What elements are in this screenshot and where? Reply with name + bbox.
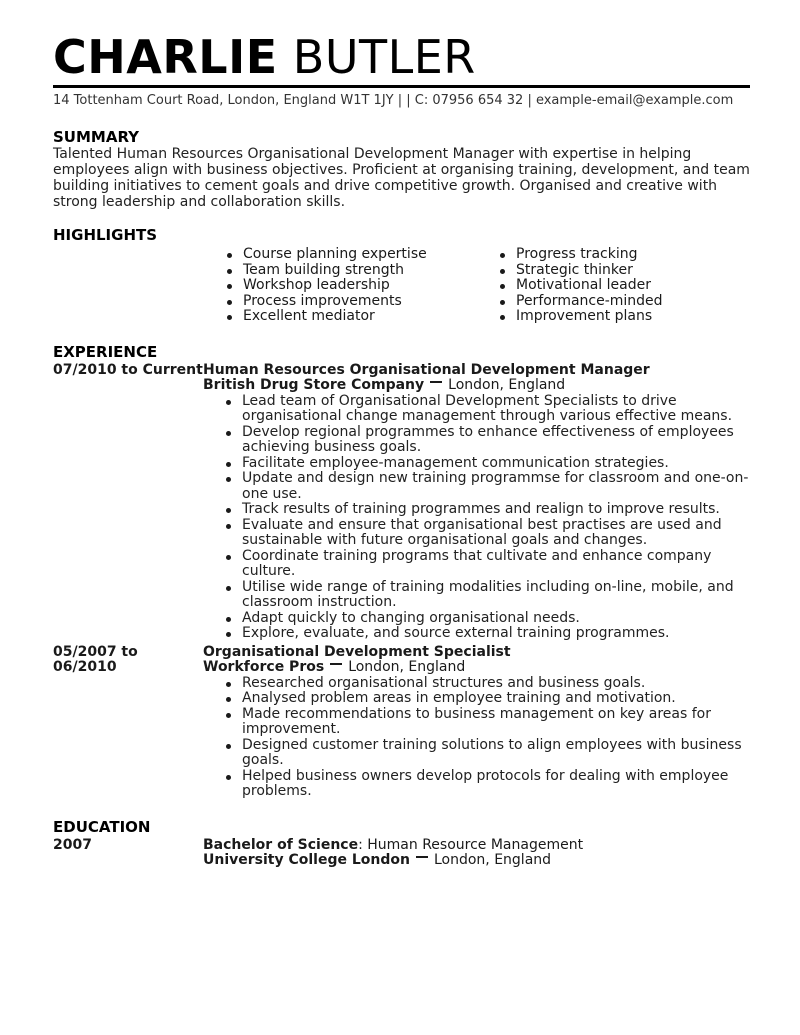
degree-field: : Human Resource Management — [358, 836, 584, 853]
job-entry — [53, 363, 750, 642]
duty-item: Analysed problem areas in employee training and motivation. — [222, 691, 750, 707]
company-name: British Drug Store Company — [203, 377, 425, 393]
contact-info: 14 Tottenham Court Road, London, England W1T 1JY | | C: 07956 654 32 | example-email@example.com — [53, 93, 734, 108]
job-location: London, England — [448, 377, 566, 393]
duty-item: Designed customer training solutions to align employees with business goals. — [222, 738, 750, 769]
education-details — [203, 838, 750, 869]
separator-dash — [416, 856, 428, 858]
job-entry — [53, 645, 750, 800]
job-duties — [203, 394, 750, 642]
highlight-item: Strategic thinker — [496, 263, 663, 279]
job-dates: 07/2010 to Current — [53, 361, 203, 378]
highlight-item: Motivational leader — [496, 278, 663, 294]
duty-item: Update and design new training programmse for classroom and one-on-one use. — [222, 471, 750, 502]
job-dates: 05/2007 to 06/2010 — [53, 643, 138, 675]
education-year: 2007 — [53, 836, 92, 853]
job-details — [203, 363, 750, 642]
duty-item: Facilitate employee-management communication strategies. — [222, 456, 750, 472]
job-employer — [203, 660, 750, 676]
education-school-line — [203, 853, 750, 869]
first-name: CHARLIE — [53, 30, 278, 84]
candidate-name — [53, 32, 750, 82]
duty-item: Evaluate and ensure that organisational best practises are used and sustainable with future organisational goals and changes. — [222, 518, 750, 549]
highlights-heading: HIGHLIGHTS — [53, 226, 158, 244]
highlights-columns — [53, 247, 750, 325]
summary-text: Talented Human Resources Organisational Development Manager with expertise in helping employees align with business objectives. Proficient at organising training, development, and team building initiatives to cement goals and drive competitive growth. Organised and creative with strong leadership and collaboration skills. — [53, 146, 750, 210]
resume-page — [53, 32, 750, 869]
duty-item: Adapt quickly to changing organisational needs. — [222, 611, 750, 627]
experience-section — [53, 344, 750, 800]
company-name: Workforce Pros — [203, 659, 325, 675]
duty-item: Develop regional programmes to enhance effectiveness of employees achieving business goals. — [222, 425, 750, 456]
highlight-item: Performance-minded — [496, 294, 663, 310]
separator-dash — [430, 381, 442, 383]
duty-item: Utilise wide range of training modalities including on-line, mobile, and classroom instruction. — [222, 580, 750, 611]
job-title: Organisational Development Specialist — [203, 643, 511, 660]
duty-item: Helped business owners develop protocols for dealing with employee problems. — [222, 769, 750, 800]
education-heading: EDUCATION — [53, 817, 151, 836]
degree-name: Bachelor of Science — [203, 836, 359, 853]
highlight-item: Excellent mediator — [223, 309, 496, 325]
separator-dash — [330, 663, 342, 665]
school-location: London, England — [433, 852, 552, 868]
highlight-item: Team building strength — [223, 263, 496, 279]
header-rule — [53, 85, 750, 88]
highlight-item: Improvement plans — [496, 309, 663, 325]
summary-heading: SUMMARY — [53, 128, 140, 146]
duty-item: Track results of training programmes and realign to improve results. — [222, 502, 750, 518]
highlights-column-left — [223, 247, 496, 325]
highlight-item: Workshop leadership — [223, 278, 496, 294]
duty-item: Coordinate training programs that cultivate and enhance company culture. — [222, 549, 750, 580]
education-entry — [53, 838, 750, 869]
job-duties — [203, 676, 750, 800]
highlight-item: Process improvements — [223, 294, 496, 310]
job-employer — [203, 378, 750, 394]
education-section — [53, 819, 750, 869]
highlight-item: Progress tracking — [496, 247, 663, 263]
duty-item: Lead team of Organisational Development Specialists to drive organisational change management through various effective means. — [222, 394, 750, 425]
highlights-section — [53, 227, 750, 325]
education-degree-line — [203, 838, 750, 854]
job-details — [203, 645, 750, 800]
job-title: Human Resources Organisational Development Manager — [203, 361, 650, 378]
last-name: BUTLER — [292, 30, 476, 84]
summary-section — [53, 129, 750, 210]
experience-heading: EXPERIENCE — [53, 342, 158, 361]
school-name: University College London — [203, 852, 410, 868]
highlight-item: Course planning expertise — [223, 247, 496, 263]
duty-item: Explore, evaluate, and source external training programmes. — [222, 626, 750, 642]
duty-item: Researched organisational structures and business goals. — [222, 676, 750, 692]
duty-item: Made recommendations to business management on key areas for improvement. — [222, 707, 750, 738]
highlights-column-right — [496, 247, 663, 325]
job-location: London, England — [348, 659, 466, 675]
